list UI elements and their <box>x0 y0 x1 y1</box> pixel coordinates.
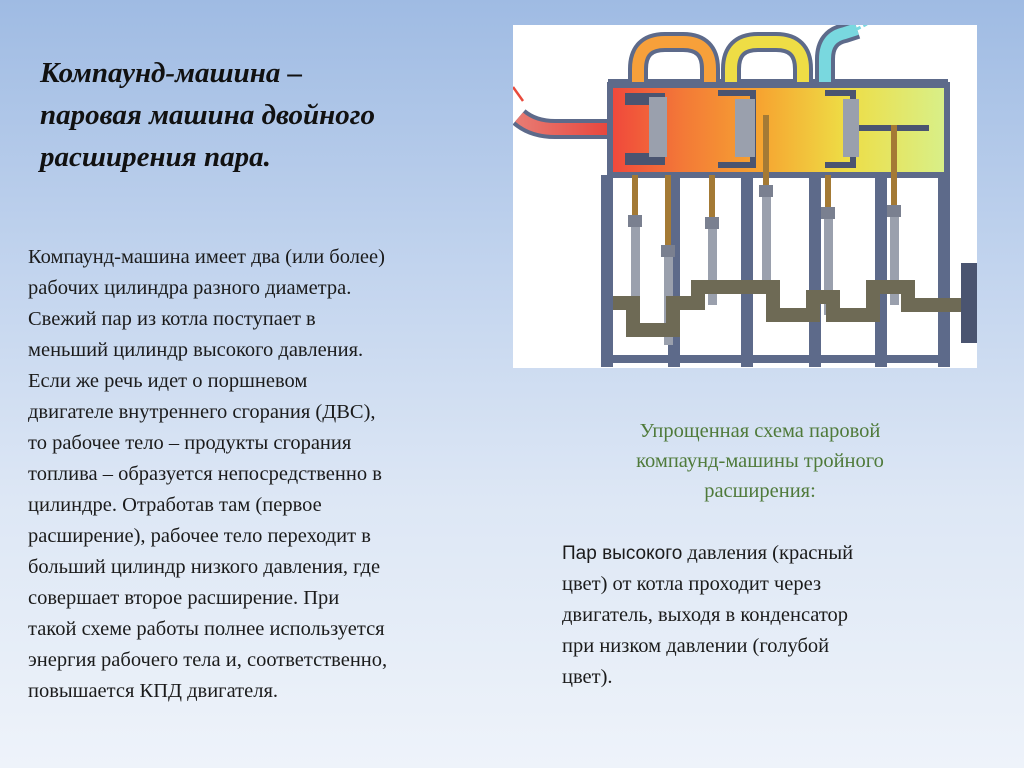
body-line: Компаунд-машина имеет два (или более) <box>28 246 385 268</box>
body-line: совершает второе расширение. При <box>28 587 340 609</box>
body-line: расширение), рабочее тело переходит в <box>28 525 371 547</box>
body-line: рабочих цилиндра разного диаметра. <box>28 277 352 299</box>
body-line: такой схеме работы полнее используется <box>28 618 385 640</box>
caption-line: расширения: <box>704 480 816 502</box>
title-line: паровая машина двойного <box>40 99 375 131</box>
body-line: энергия рабочего тела и, соответственно, <box>28 649 388 671</box>
note-line-end: давления (красный <box>682 542 854 564</box>
note-line: цвет) от котла проходит через <box>562 573 822 595</box>
title-line: расширения пара. <box>40 141 271 173</box>
compound-steam-engine-diagram-icon <box>513 25 977 368</box>
body-line: повышается КПД двигателя. <box>28 680 279 702</box>
body-line: то рабочее тело – продукты сгорания <box>28 432 352 454</box>
body-line: Свежий пар из котла поступает в <box>28 308 316 330</box>
note-line <box>562 538 982 569</box>
body-line: меньший цилиндр высокого давления. <box>28 339 364 361</box>
compound-engine-figure <box>513 25 977 368</box>
note-line: двигатель, выходя в конденсатор <box>562 604 849 626</box>
body-line: больший цилиндр низкого давления, где <box>28 556 381 578</box>
note-line: цвет). <box>562 666 613 688</box>
figure-caption <box>560 416 960 506</box>
body-line: Если же речь идет о поршневом <box>28 370 308 392</box>
title-line: Компаунд-машина – <box>40 57 303 89</box>
note-line: при низком давлении (голубой <box>562 635 830 657</box>
caption-line: Упрощенная схема паровой <box>639 420 881 442</box>
body-line: двигателе внутреннего сгорания (ДВС), <box>28 401 376 423</box>
body-paragraph <box>28 242 488 707</box>
slide-title <box>40 52 480 178</box>
body-line: цилиндре. Отработав там (первое <box>28 494 322 516</box>
diagram-note <box>562 538 982 693</box>
caption-line: компаунд-машины тройного <box>636 450 884 472</box>
note-line-start: Пар высокого <box>562 543 683 564</box>
body-line: топлива – образуется непосредственно в <box>28 463 382 485</box>
